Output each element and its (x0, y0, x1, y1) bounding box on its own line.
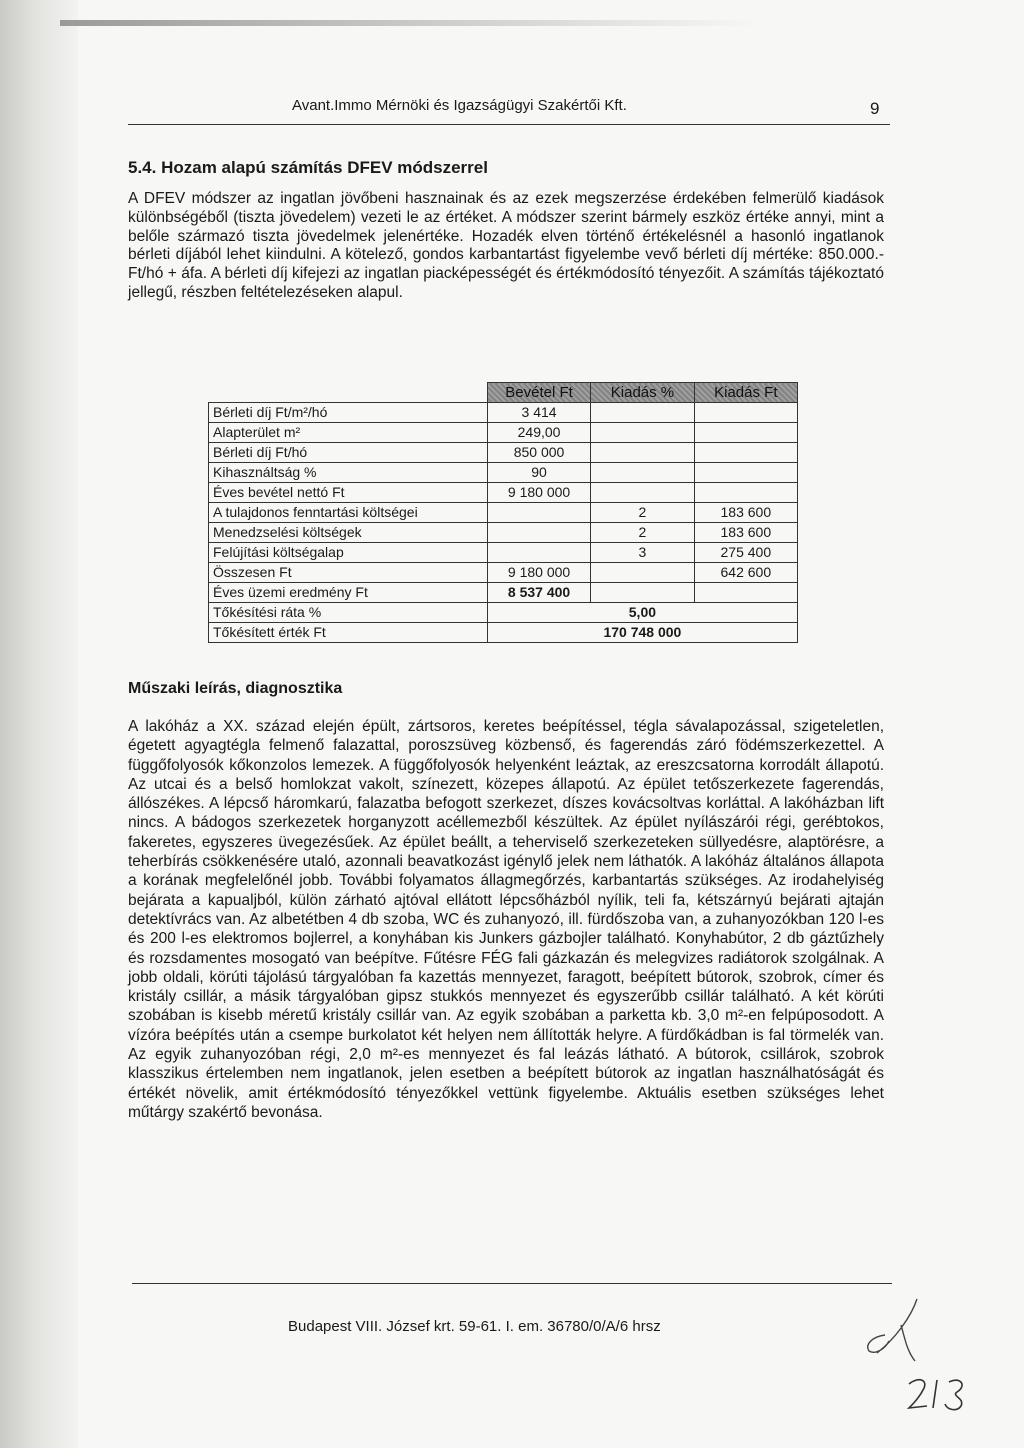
table-row (209, 583, 798, 603)
row-cost-pct: 2 (591, 503, 694, 523)
header-company: Avant.Immo Mérnöki és Igazságügyi Szakértői Kft. (292, 97, 627, 114)
row-revenue: 90 (487, 463, 590, 483)
row-cost: 183 600 (694, 503, 797, 523)
row-cost (694, 463, 797, 483)
row-revenue (487, 543, 590, 563)
row-label: Összesen Ft (209, 563, 488, 583)
row-revenue: 249,00 (487, 423, 590, 443)
row-revenue: 8 537 400 (487, 583, 590, 603)
table-row (209, 443, 798, 463)
cap-value-label: Tőkésített érték Ft (209, 623, 488, 643)
table-header-row (209, 383, 798, 403)
table-row (209, 483, 798, 503)
technical-paragraph: A lakóház a XX. század elején épült, zártsoros, keretes beépítéssel, tégla sávalapozással, szigeteletlen, égetett agyagtégla felmenő falazattal, poroszsüveg közbenső, és fagerendás záró födémszerkezettel. A függőfolyosók kőkonzolos lemezek. A függőfolyosók helyenként leáztak, az ereszcsatorna korrodált állapotú. Az utcai és a belső homlokzat vakolt, színezett, közepes állapotú. Az épület tetőszerkezete fagerendás, állószékes. A lépcső háromkarú, falazatba befogott szerkezet, díszes kovácsoltvas korláttal. A lakóházban lift nincs. A bádogos szerkezetek horganyzott acéllemezből készültek. Az épület nyílászárói régi, gerébtokos, fakeretes, egyszeres üvegezésűek. Az épület beállt, a teherviselő szerkezeteken süllyedésre, alaptörésre, a teherbírás csökkenésére utaló, azonnali beavatkozást igénylő jelek nem láthatók. A lakóház általános állapota a korának megfelelőnél jobb. További folyamatos állagmegőrzés, karbantartás szükséges. Az irodahelyiség bejárata a kapualjból, külön zárható ajtóval ellátott lépcsőházból nyílik, teli fa, kétszárnyú bejárati ajtaján detektívrács van. Az albetétben 4 db szoba, WC és zuhanyozó, ill. fürdőszoba van, a zuhanyozókban 120 l-es és 200 l-es elektromos bojlerrel, a konyhában kis Junkers gázbojler található. Konyhabútor, 2 db gáztűzhely és rozsdamentes mosogató van beépítve. Fűtésre FÉG fali gázkazán és melegvizes radiátorok szolgálnak. A jobb oldali, körúti tájolású tárgyalóban fa kazettás mennyezet, faragott, beépített bútorok, szobrok, címer és kristály csillár, a másik tárgyalóban gipsz stukkós mennyezet és egyszerűbb csillár található. A két körúti szobában is kisebb méretű kristály csillár van. Az egyik szobában a parketta kb. 3,0 m²-en felpúposodott. A vízóra beépítés után a csempe burkolatot két helyen nem állították helyre. A fürdőkádban is fal törmelék van. Az egyik zuhanyozóban régi, 2,0 m²-es mennyezet és fal leázás látható. A bútorok, csillárok, szobrok klasszikus értelemben nem ingatlanok, jelen esetben a beépített bútorok az ingatlan használhatóságát és értékét növelik, amit értékmódosító tényezőkkel vettünk figyelembe. Aktuális esetben szükséges lehet műtárgy szakértő bevonása. (128, 718, 884, 1121)
row-cost-pct: 2 (591, 523, 694, 543)
row-cost-pct (591, 443, 694, 463)
row-label: A tulajdonos fenntartási költségei (209, 503, 488, 523)
table-header-blank (209, 383, 488, 403)
table-row (209, 463, 798, 483)
table-row (209, 563, 798, 583)
row-label: Bérleti díj Ft/m²/hó (209, 403, 488, 423)
row-revenue: 3 414 (487, 403, 590, 423)
row-revenue: 9 180 000 (487, 563, 590, 583)
row-cost (694, 443, 797, 463)
table-header-cost: Kiadás Ft (694, 383, 797, 403)
table-header-cost-pct: Kiadás % (591, 383, 694, 403)
row-cost-pct (591, 423, 694, 443)
scan-top-shadow (60, 20, 760, 26)
row-cost (694, 403, 797, 423)
cap-value-value: 170 748 000 (487, 623, 797, 643)
row-revenue: 9 180 000 (487, 483, 590, 503)
income-calculation-table (208, 382, 798, 643)
row-label: Kihasználtság % (209, 463, 488, 483)
footer-rule (132, 1283, 892, 1284)
row-cost-pct: 3 (591, 543, 694, 563)
row-cost: 275 400 (694, 543, 797, 563)
table-row (209, 423, 798, 443)
row-revenue (487, 503, 590, 523)
table-row (209, 523, 798, 543)
table-row (209, 503, 798, 523)
row-cost: 183 600 (694, 523, 797, 543)
row-revenue: 850 000 (487, 443, 590, 463)
table-header-revenue: Bevétel Ft (487, 383, 590, 403)
table-row (209, 543, 798, 563)
handwritten-page-mark (905, 1372, 975, 1412)
row-label: Bérleti díj Ft/hó (209, 443, 488, 463)
table-row-cap-value (209, 623, 798, 643)
header-rule (128, 124, 890, 125)
row-cost (694, 583, 797, 603)
section-title: 5.4. Hozam alapú számítás DFEV módszerrel (128, 158, 488, 177)
scan-edge-shadow (0, 0, 78, 1448)
technical-title: Műszaki leírás, diagnosztika (128, 680, 343, 697)
footer-address: Budapest VIII. József krt. 59-61. I. em. 36780/0/A/6 hrsz (288, 1318, 661, 1335)
row-cost-pct (591, 403, 694, 423)
signature-mark (855, 1295, 935, 1365)
row-cost (694, 483, 797, 503)
row-label: Menedzselési költségek (209, 523, 488, 543)
row-cost-pct (591, 483, 694, 503)
row-cost-pct (591, 463, 694, 483)
page-number: 9 (870, 99, 880, 118)
page-header (292, 97, 892, 121)
row-cost-pct (591, 583, 694, 603)
row-label: Felújítási költségalap (209, 543, 488, 563)
table-row (209, 403, 798, 423)
cap-rate-label: Tőkésítési ráta % (209, 603, 488, 623)
row-revenue (487, 523, 590, 543)
cap-rate-value: 5,00 (487, 603, 797, 623)
row-label: Alapterület m² (209, 423, 488, 443)
row-cost (694, 423, 797, 443)
row-cost-pct (591, 563, 694, 583)
row-label: Éves bevétel nettó Ft (209, 483, 488, 503)
row-label: Éves üzemi eredmény Ft (209, 583, 488, 603)
section-paragraph: A DFEV módszer az ingatlan jövőbeni hasznainak és az ezek megszerzése érdekében felmerülő kiadások különbségéből (tiszta jövedelem) vezeti le az értéket. A módszer szerint bármely eszköz értéke annyi, mint a belőle származó tiszta jövedelmek jelenértéke. Hozadék elven történő értékelésnél a hasonló ingatlanok bérleti díjából lehet kiindulni. A kötelező, gondos karbantartást figyelembe vevő bérleti díj mértéke: 850.000.- Ft/hó + áfa. A bérleti díj kifejezi az ingatlan piacképességét és értékmódosító tényezőit. A számítás tájékoztató jellegű, részben feltételezéseken alapul. (128, 190, 884, 301)
table-row-cap-rate (209, 603, 798, 623)
row-cost: 642 600 (694, 563, 797, 583)
